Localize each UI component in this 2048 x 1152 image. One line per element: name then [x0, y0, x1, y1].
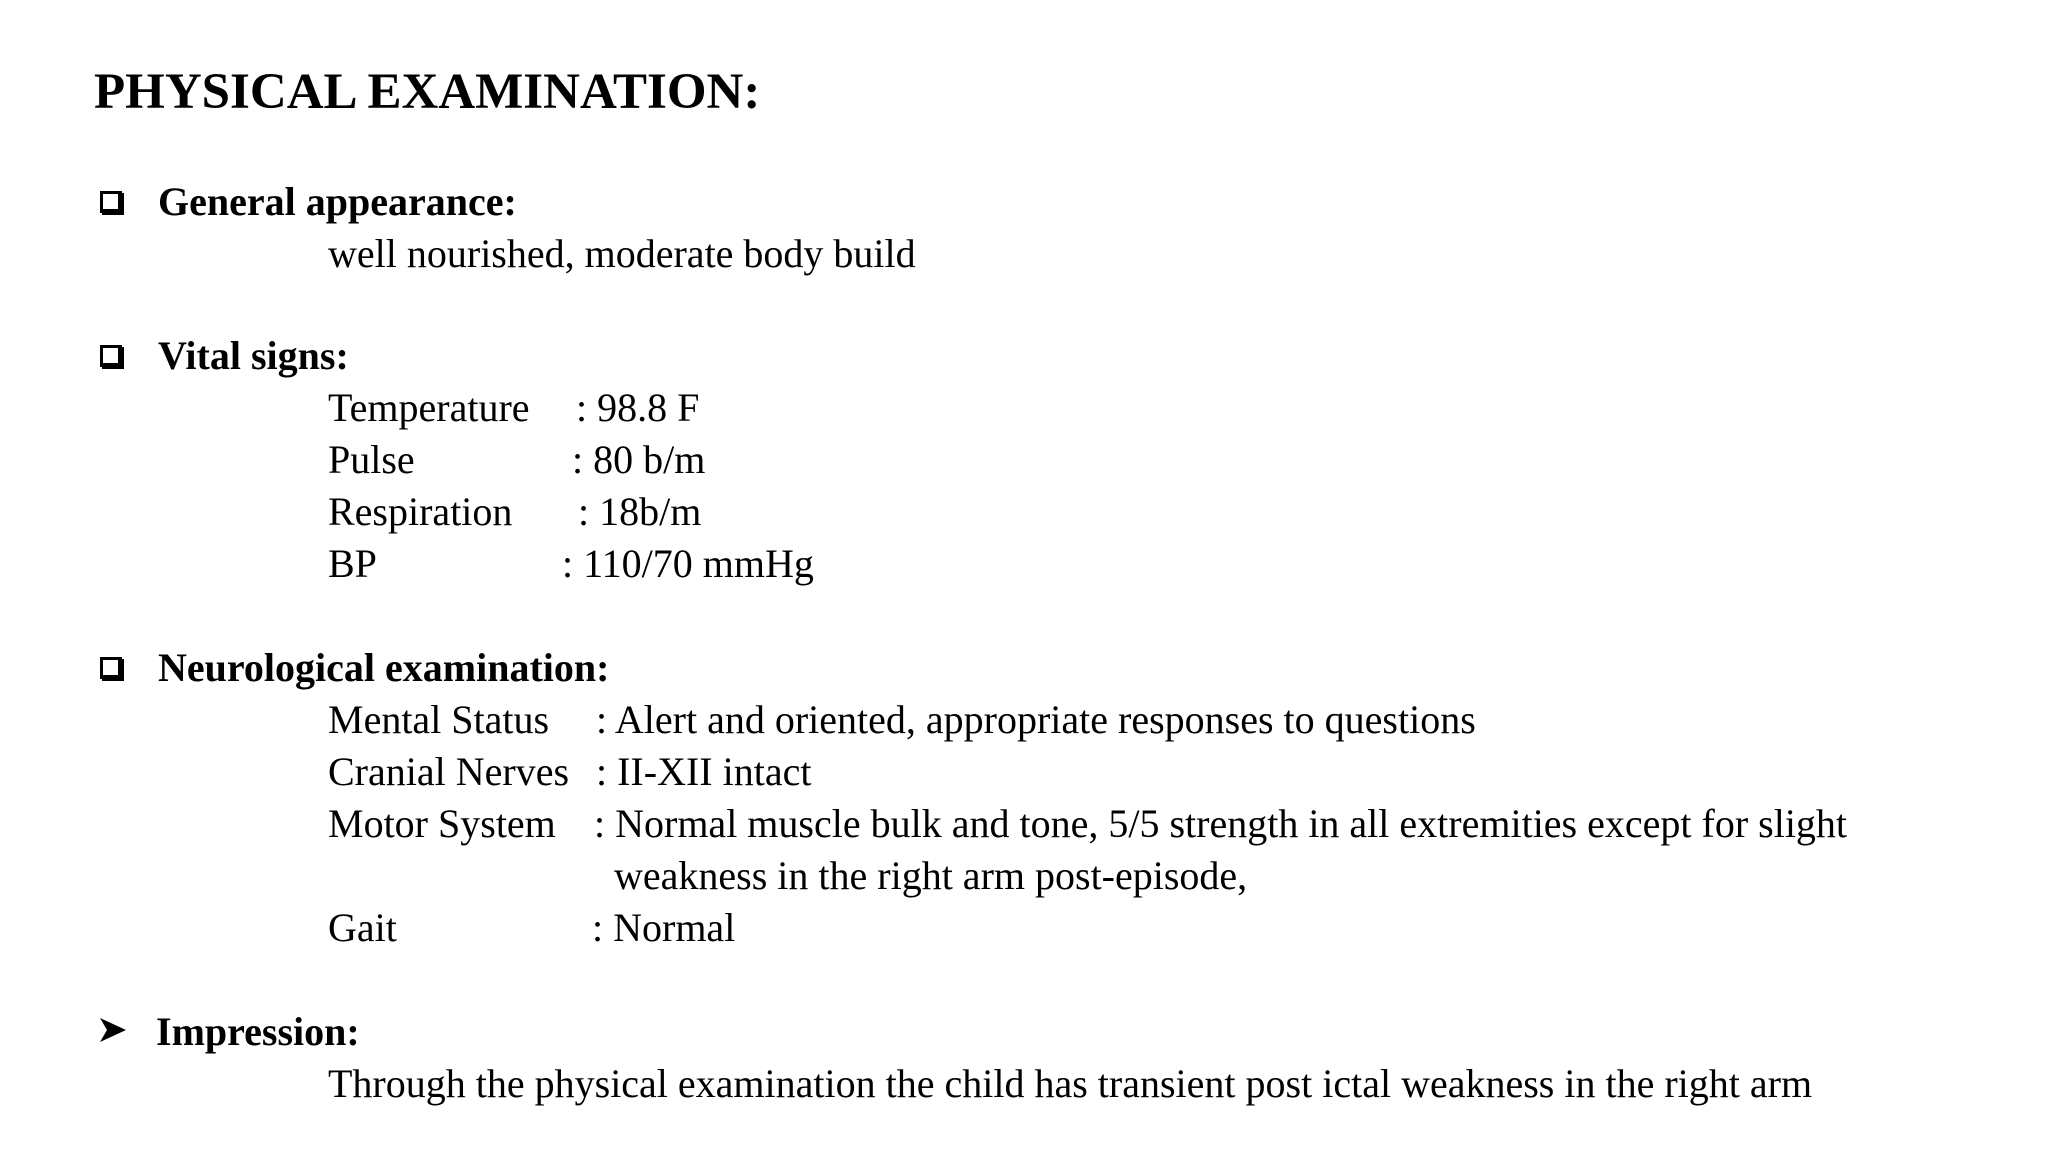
vital-key: BP — [328, 541, 377, 586]
neuro-value: : Alert and oriented, appropriate responses to questions — [596, 697, 1476, 742]
section-vital-signs — [94, 330, 349, 382]
vital-key: Respiration — [328, 489, 513, 534]
neuro-key: Mental Status — [328, 697, 550, 742]
neuro-key: Motor System — [328, 801, 556, 846]
section-label: General appearance: — [158, 179, 517, 224]
neuro-key: Cranial Nerves — [328, 749, 570, 794]
impression-text: Through the physical examination the child has transient post ictal weakness in the right arm — [328, 1061, 1813, 1106]
neuro-value: : II-XII intact — [596, 749, 812, 794]
square-bullet-icon — [100, 657, 122, 679]
section-impression — [94, 1006, 360, 1058]
section-general-appearance — [94, 176, 517, 228]
section-neurological-examination — [94, 642, 609, 694]
neuro-value: : Normal muscle bulk and tone, 5/5 strength in all extremities except for slight — [594, 801, 1848, 846]
section-label: Neurological examination: — [158, 645, 610, 690]
neuro-value: : Normal — [592, 905, 736, 950]
section-label: Vital signs: — [158, 333, 349, 378]
section-label: Impression: — [156, 1009, 360, 1054]
vital-key: Pulse — [328, 437, 415, 482]
vital-value: : 80 b/m — [572, 437, 706, 482]
square-bullet-icon — [100, 191, 122, 213]
vital-value: : 98.8 F — [576, 385, 700, 430]
vital-value: : 110/70 mmHg — [562, 541, 814, 586]
general-appearance-text: well nourished, moderate body build — [328, 231, 916, 276]
vital-value: : 18b/m — [578, 489, 702, 534]
arrowhead-bullet-icon — [98, 1015, 128, 1050]
neuro-key: Gait — [328, 905, 397, 950]
page-title: PHYSICAL EXAMINATION: — [94, 64, 761, 120]
neuro-value: weakness in the right arm post-episode, — [614, 853, 1248, 898]
square-bullet-icon — [100, 345, 122, 367]
vital-key: Temperature — [328, 385, 530, 430]
arrowhead-icon — [98, 1015, 128, 1045]
